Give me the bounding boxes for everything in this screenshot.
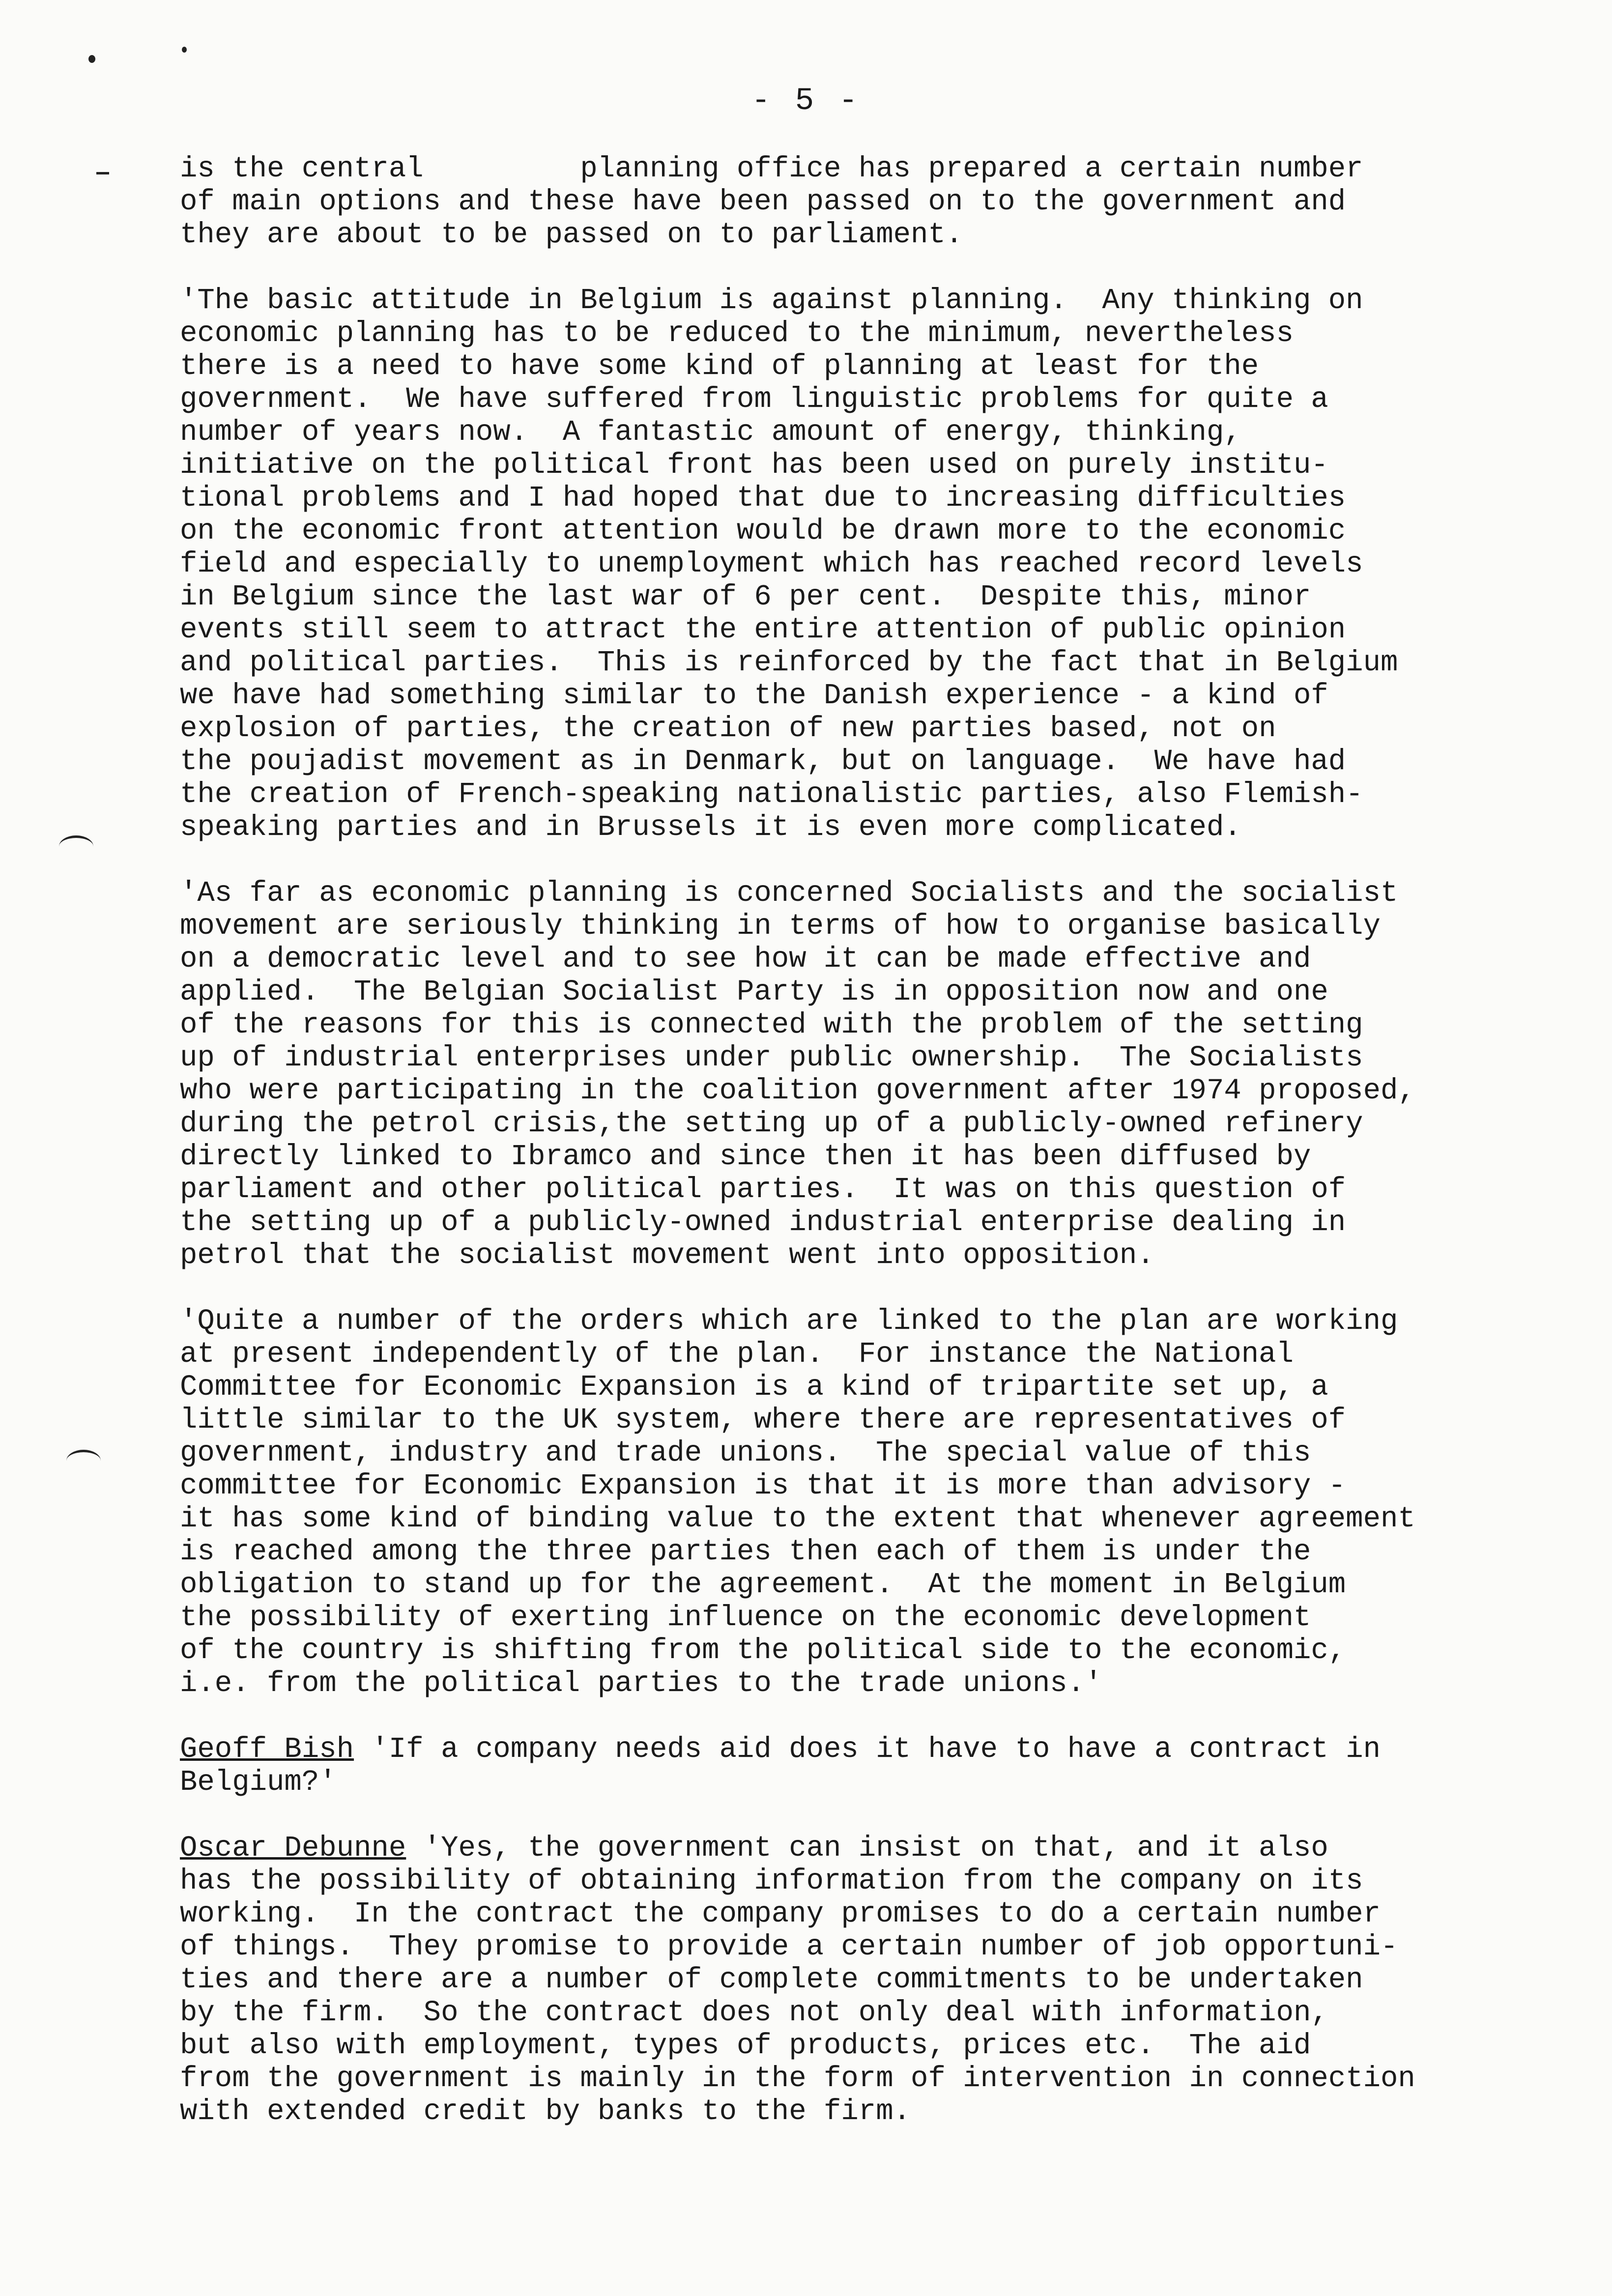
text-line: the poujadist movement as in Denmark, but on language. We have had bbox=[180, 745, 1346, 778]
text-line: field and especially to unemployment which has reached record levels bbox=[180, 547, 1363, 580]
text-line: petrol that the socialist movement went into opposition. bbox=[180, 1239, 1154, 1272]
text-line: Committee for Economic Expansion is a kind of tripartite set up, a bbox=[180, 1371, 1328, 1404]
speaker-name: Geoff Bish bbox=[180, 1733, 354, 1766]
text-line: little similar to the UK system, where there are representatives of bbox=[180, 1404, 1346, 1436]
paragraph-economic-planning bbox=[180, 877, 1585, 1272]
text-line: has the possibility of obtaining information from the company on its bbox=[180, 1865, 1363, 1897]
text-line: explosion of parties, the creation of new parties based, not on bbox=[180, 712, 1276, 745]
text-line: events still seem to attract the entire attention of public opinion bbox=[180, 613, 1346, 646]
text-line: government. We have suffered from linguistic problems for quite a bbox=[180, 383, 1328, 416]
text-line bbox=[180, 1733, 1585, 1766]
speaker-name: Oscar Debunne bbox=[180, 1832, 406, 1865]
text-line: parliament and other political parties. It was on this question of bbox=[180, 1173, 1346, 1206]
text-line: up of industrial enterprises under public ownership. The Socialists bbox=[180, 1041, 1363, 1074]
text-line: of main options and these have been passed on to the government and bbox=[180, 185, 1346, 218]
text-line: 'As far as economic planning is concerned Socialists and the socialist bbox=[180, 877, 1398, 910]
text-line: committee for Economic Expansion is that it is more than advisory - bbox=[180, 1469, 1346, 1502]
paragraph-oscar-debunne-answer bbox=[180, 1832, 1585, 2128]
text-line: we have had something similar to the Danish experience - a kind of bbox=[180, 679, 1328, 712]
text-line: and political parties. This is reinforced by the fact that in Belgium bbox=[180, 646, 1398, 679]
text-line: i.e. from the political parties to the trade unions.' bbox=[180, 1667, 1102, 1700]
text-line: it has some kind of binding value to the extent that whenever agreement bbox=[180, 1502, 1415, 1535]
text-line: the possibility of exerting influence on the economic development bbox=[180, 1601, 1311, 1634]
margin-speck bbox=[182, 47, 187, 53]
text-line: initiative on the political front has been used on purely institu- bbox=[180, 449, 1328, 482]
text-line: there is a need to have some kind of planning at least for the bbox=[180, 350, 1259, 383]
text-line: directly linked to Ibramco and since then it has been diffused by bbox=[180, 1140, 1311, 1173]
text-line: economic planning has to be reduced to the minimum, nevertheless bbox=[180, 317, 1294, 350]
margin-arc-mark bbox=[66, 1450, 101, 1472]
text-line: applied. The Belgian Socialist Party is in opposition now and one bbox=[180, 976, 1328, 1008]
text-line-content: 'Yes, the government can insist on that, and it also bbox=[406, 1832, 1328, 1865]
text-line: who were participating in the coalition government after 1974 proposed, bbox=[180, 1074, 1415, 1107]
paragraph-basic-attitude bbox=[180, 284, 1585, 844]
text-line: they are about to be passed on to parliament. bbox=[180, 218, 963, 251]
text-line: of the reasons for this is connected with the problem of the setting bbox=[180, 1008, 1363, 1041]
text-line: number of years now. A fantastic amount of energy, thinking, bbox=[180, 416, 1241, 449]
margin-arc-mark bbox=[59, 835, 93, 858]
text-line: the setting up of a publicly-owned industrial enterprise dealing in bbox=[180, 1206, 1346, 1239]
typed-text-body bbox=[180, 152, 1585, 2161]
text-line: of the country is shifting from the political side to the economic, bbox=[180, 1634, 1346, 1667]
paragraph-planning-options bbox=[180, 152, 1585, 251]
text-line: on the economic front attention would be drawn more to the economic bbox=[180, 515, 1346, 547]
text-line: of things. They promise to provide a certain number of job opportuni- bbox=[180, 1930, 1398, 1963]
text-line: with extended credit by banks to the firm. bbox=[180, 2095, 911, 2128]
text-line: by the firm. So the contract does not only deal with information, bbox=[180, 1996, 1328, 2029]
text-line: Belgium?' bbox=[180, 1766, 337, 1799]
text-line: from the government is mainly in the form of intervention in connection bbox=[180, 2062, 1415, 2095]
paragraph-national-committee bbox=[180, 1305, 1585, 1700]
text-line-content: 'If a company needs aid does it have to have a contract in bbox=[354, 1733, 1381, 1766]
text-line: at present independently of the plan. For instance the National bbox=[180, 1338, 1294, 1371]
text-line: working. In the contract the company promises to do a certain number bbox=[180, 1897, 1381, 1930]
text-line: is reached among the three parties then each of them is under the bbox=[180, 1535, 1311, 1568]
text-line: 'The basic attitude in Belgium is against planning. Any thinking on bbox=[180, 284, 1363, 317]
text-line bbox=[180, 1832, 1585, 1865]
text-line: speaking parties and in Brussels it is even more complicated. bbox=[180, 811, 1241, 844]
text-line: ties and there are a number of complete commitments to be undertaken bbox=[180, 1963, 1363, 1996]
text-line: the creation of French-speaking nationalistic parties, also Flemish- bbox=[180, 778, 1363, 811]
text-line: is the central planning office has prepared a certain number bbox=[180, 152, 1363, 185]
text-line: government, industry and trade unions. The special value of this bbox=[180, 1436, 1311, 1469]
text-line: 'Quite a number of the orders which are linked to the plan are working bbox=[180, 1305, 1398, 1338]
paragraph-geoff-bish-question bbox=[180, 1733, 1585, 1799]
text-line: tional problems and I had hoped that due to increasing difficulties bbox=[180, 482, 1346, 515]
text-line: movement are seriously thinking in terms of how to organise basically bbox=[180, 910, 1381, 943]
text-line: in Belgium since the last war of 6 per cent. Despite this, minor bbox=[180, 580, 1311, 613]
page-number: - 5 - bbox=[751, 84, 861, 119]
margin-speck bbox=[88, 55, 95, 63]
text-line: on a democratic level and to see how it can be made effective and bbox=[180, 943, 1311, 976]
text-line: during the petrol crisis,the setting up of a publicly-owned refinery bbox=[180, 1107, 1363, 1140]
text-line: obligation to stand up for the agreement. At the moment in Belgium bbox=[180, 1568, 1346, 1601]
text-line: but also with employment, types of products, prices etc. The aid bbox=[180, 2029, 1311, 2062]
margin-dash bbox=[96, 172, 109, 174]
